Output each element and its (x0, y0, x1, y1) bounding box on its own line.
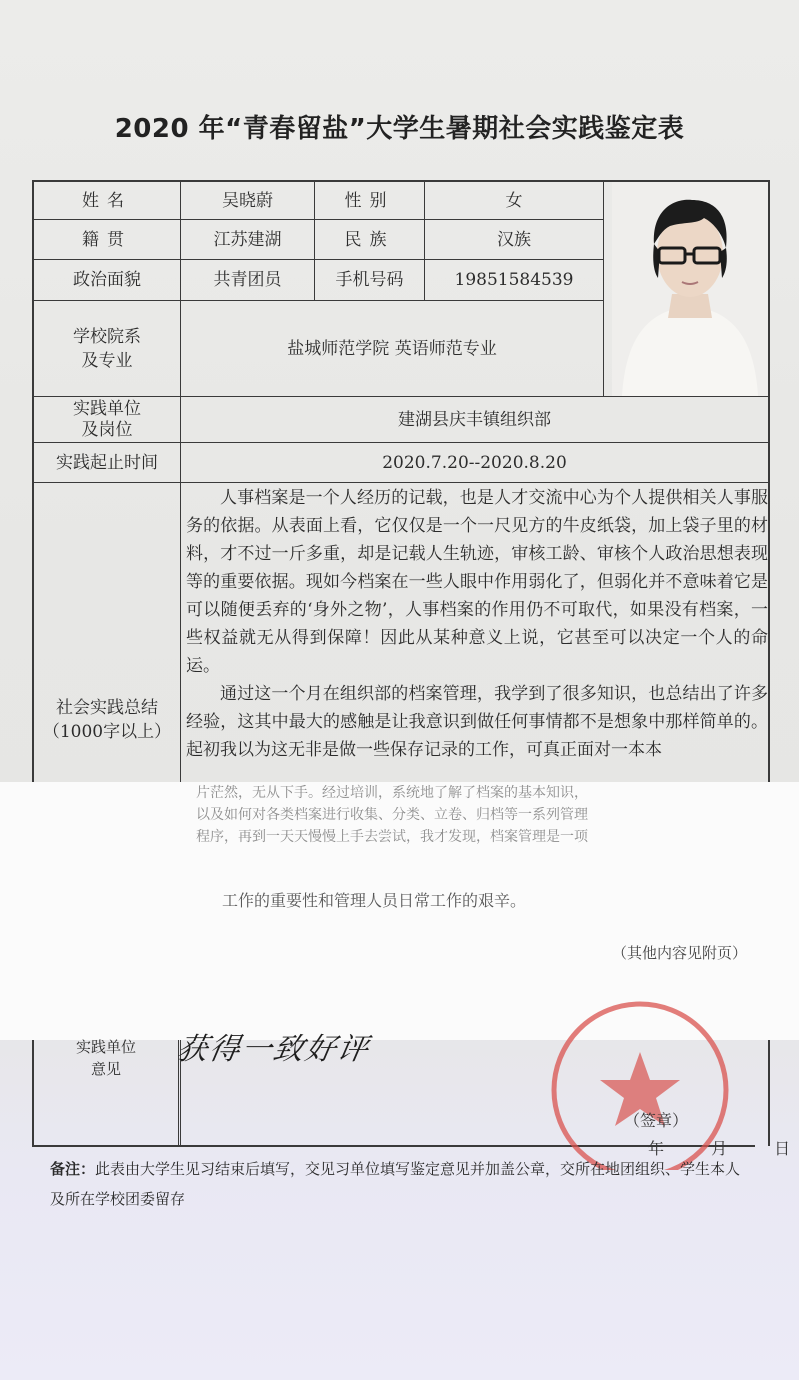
period-label: 实践起止时间 (56, 452, 158, 473)
period-value: 2020.7.20--2020.8.20 (382, 452, 567, 473)
unit-value: 建湖县庆丰镇组织部 (398, 409, 551, 430)
school-label-line1: 学校院系 (73, 326, 141, 347)
origin-label: 籍贯 (82, 229, 132, 250)
sign-label: （签章） (624, 1111, 689, 1130)
form-title: 2020 年“青春留盐”大学生暑期社会实践鉴定表 (114, 114, 685, 144)
opinion-label-line2: 意见 (90, 1060, 121, 1078)
gender-value: 女 (505, 190, 523, 211)
summary-paragraph-1: 人事档案是一个人经历的记载，也是人才交流中心为个人提供相关人事服务的依据。从表面上看，它仅仅是一个一尺见方的牛皮纸袋，加上袋子里的材料，才不过一斤多重，却是记载人生轨迹，审核工龄、审核个人政治思想表现等的重要依据。现如今档案在一些人眼中作用弱化了，但弱化并不意味着它是可以随便丢弃的‘身外之物’，人事档案的作用仍不可取代，如果没有档案，一些权益就无从得到保障！因此从某种意义上说，它甚至可以决定一个人的命运。 (186, 488, 768, 676)
unit-label (34, 397, 180, 442)
political-label: 政治面貌 (73, 270, 141, 290)
opinion-handwriting: 获得一致好评 (174, 1032, 373, 1067)
political-value: 共青团员 (213, 270, 282, 290)
school-label (34, 301, 180, 396)
ethnicity-value: 汉族 (497, 229, 531, 250)
summary-text (186, 484, 768, 764)
gender-label: 性别 (344, 190, 395, 211)
school-value: 盐城师范学院 英语师范专业 (287, 338, 497, 359)
applicant-photo (612, 182, 768, 396)
opinion-label-line1: 实践单位 (75, 1038, 136, 1056)
overlay-line: 以及如何对各类档案进行收集、分类、立卷、归档等一系列管理 (196, 807, 588, 823)
summary-label-line1: 社会实践总结 (56, 698, 158, 718)
row-rule (32, 482, 769, 483)
col-rule (603, 180, 604, 397)
footnote-prefix: 备注： (50, 1160, 96, 1178)
phone-value: 19851584539 (454, 270, 574, 290)
footnote (50, 1154, 750, 1214)
portrait-image (612, 182, 768, 396)
name-value: 吴晓蔚 (222, 190, 273, 211)
overlay-line: 片茫然，无从下手。经过培训，系统地了解了档案的基本知识， (196, 785, 588, 801)
origin-value: 江苏建湖 (213, 229, 282, 250)
ethnicity-label: 民族 (344, 229, 395, 250)
date-label: 年 月 日 (648, 1139, 791, 1158)
footnote-text: 此表由大学生见习结束后填写，交见习单位填写鉴定意见并加盖公章，交所在地团组织、学生本人及所在学校团委留存 (50, 1160, 741, 1208)
unit-label-line2: 及岗位 (81, 419, 133, 440)
overlay-text (196, 782, 776, 848)
summary-label-line2: （1000字以上） (42, 722, 172, 742)
overlay-line: 程序，再到一天天慢慢上手去尝试，我才发现，档案管理是一项 (196, 829, 588, 845)
other-content-note: （其他内容见附页） (612, 944, 748, 962)
phone-label: 手机号码 (335, 270, 404, 290)
summary-paragraph-2: 通过这一个月在组织部的档案管理，我学到了很多知识，也总结出了许多经验，这其中最大的感触是让我意识到做任何事情都不是想象中那样简单的。起初我以为这无非是做一些保存记录的工作，可真正面对一本本 (186, 684, 768, 760)
summary-label (34, 690, 180, 750)
name-label: 姓名 (82, 190, 132, 211)
opinion-label (34, 1030, 178, 1086)
school-label-line2: 及专业 (81, 350, 133, 371)
summary-last-line: 工作的重要性和管理人员日常工作的艰辛。 (222, 891, 527, 910)
unit-label-line1: 实践单位 (73, 398, 141, 419)
